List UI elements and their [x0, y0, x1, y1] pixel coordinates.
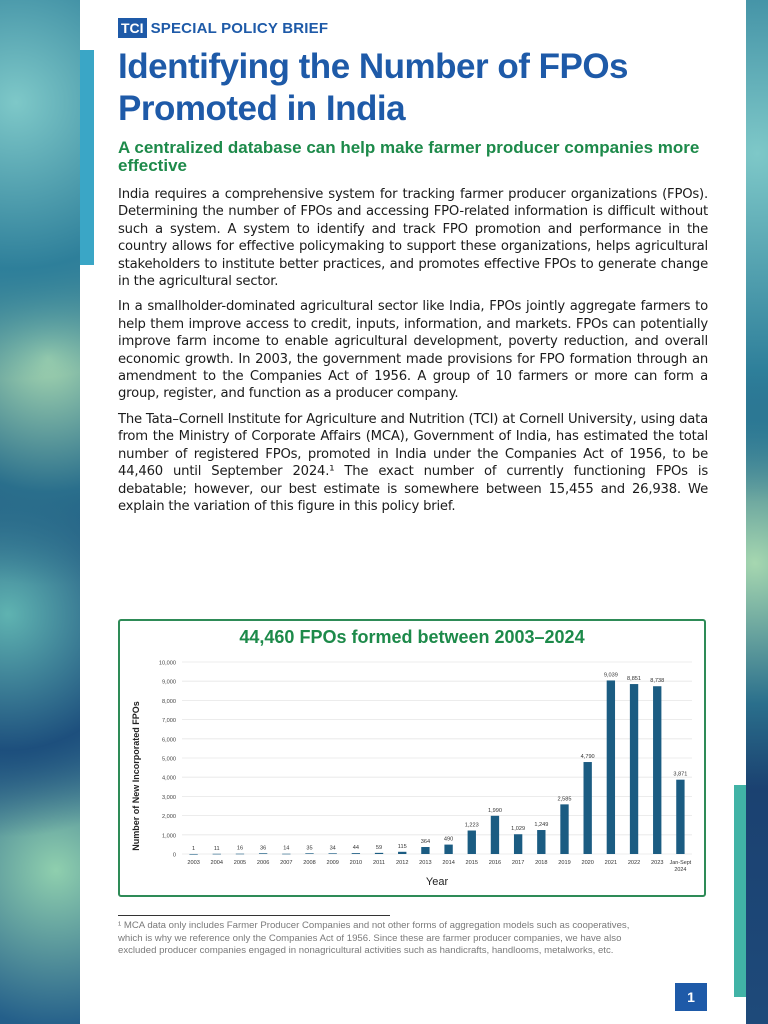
bar [421, 847, 429, 854]
x-tick-label: 2004 [210, 860, 223, 866]
data-label: 8,851 [627, 676, 642, 683]
bar [491, 816, 499, 854]
bar [189, 854, 197, 855]
data-label: 1,249 [534, 822, 549, 829]
x-tick-label: 2019 [558, 860, 571, 866]
x-tick-label: 2017 [511, 860, 525, 866]
data-label: 2,585 [557, 796, 572, 803]
bar [607, 680, 615, 854]
accent-bar-left [80, 50, 94, 265]
y-tick-label: 8,000 [162, 698, 176, 705]
data-label: 9,039 [603, 672, 618, 679]
x-tick-label: 2013 [419, 860, 432, 866]
data-label: 115 [397, 843, 407, 850]
page-subtitle: A centralized database can help make farmer producer companies more effective [118, 138, 700, 175]
y-tick-label: 2,000 [162, 814, 176, 821]
x-tick-label: 2003 [187, 860, 200, 866]
footnote: ¹ MCA data only includes Farmer Producer Companies and not other forms of aggregation models such as cooperatives, which is why we reference only the Companies Act of 1956. Since these are farmer producer companies, we have also excluded producer companies engaged in nonagricultural activities such as handicrafts, handlooms, metalworks, etc. [118, 920, 630, 957]
data-label: 11 [213, 845, 220, 852]
data-label: 1 [192, 845, 196, 852]
x-tick-label: 2014 [442, 860, 455, 866]
bar [630, 684, 638, 854]
bar [584, 762, 592, 854]
data-label: 34 [329, 845, 336, 852]
y-tick-label: 4,000 [162, 775, 176, 782]
data-label: 35 [306, 845, 313, 852]
data-label: 364 [420, 839, 431, 846]
bar [444, 845, 452, 854]
x-tick-label: 2016 [488, 860, 502, 866]
data-label: 3,871 [673, 771, 688, 778]
bar [352, 853, 360, 854]
page-number: 1 [675, 983, 707, 1011]
body-text [118, 186, 708, 523]
paragraph-3: The Tata–Cornell Institute for Agriculture and Nutrition (TCI) at Cornell University, using data from the Ministry of Corporate Affairs (MCA), Government of India, has estimated the total number of registered FPOs, promoted in India under the Companies Act of 1956, to be 44,460 until September 2024.¹ The exact number of currently functioning FPOs is debatable; however, our best estimate is somewhere between 15,455 and 26,938. We explain the variation of this figure in this policy brief. [118, 411, 708, 514]
x-tick-label: 2006 [256, 860, 270, 866]
bar [236, 854, 244, 855]
y-axis-label: Number of New Incorporated FPOs [131, 701, 141, 851]
data-label: 59 [375, 844, 383, 851]
data-label: 36 [260, 845, 267, 852]
x-tick-label: 2012 [396, 860, 409, 866]
data-label: 16 [236, 845, 244, 852]
data-label: 44 [352, 845, 359, 852]
paragraph-1: India requires a comprehensive system for tracking farmer producer organizations (FPOs). Determining the number of FPOs and accessing FPO-related information is difficult without such a system. A system to identify and track FPO promotion and performance in the country allows for effective policymaking to support these organizations, helps agricultural stakeholders to institute better practices, and promotes effective FPOs to generate change in the agricultural sector. [118, 187, 708, 290]
bar [514, 834, 522, 854]
paragraph-2: In a smallholder-dominated agricultural sector like India, FPOs jointly aggregate farmers to help them improve access to credit, inputs, information, and markets. FPOs can potentially improve farm income to enable agricultural development, poverty reduction, and overall economic growth. In 2003, the government made provisions for FPO formation through an amendment to the Companies Act of 1956. A group of 10 farmers or more can form a group, register, and function as a producer company. [118, 299, 708, 402]
x-tick-label: 2022 [627, 860, 641, 866]
accent-bar-right [734, 785, 746, 997]
x-tick-label: 2023 [651, 860, 664, 866]
bar [537, 830, 545, 854]
page-title: Identifying the Number of FPOs Promoted in India [118, 47, 629, 128]
bar [213, 854, 221, 855]
data-label: 490 [443, 836, 454, 843]
x-tick-label: 2009 [326, 860, 339, 866]
y-tick-label: 10,000 [158, 660, 176, 667]
x-tick-label: 2010 [349, 860, 363, 866]
bar [468, 831, 476, 854]
y-tick-label: 3,000 [162, 794, 176, 801]
x-tick-label: 2008 [303, 860, 316, 866]
x-tick-label: 2005 [233, 860, 247, 866]
data-label: 14 [283, 845, 290, 852]
y-tick-label: 6,000 [162, 737, 176, 744]
x-tick-label: Jan-Sept [669, 860, 692, 866]
data-label: 1,223 [464, 822, 479, 829]
header-tag [118, 18, 328, 38]
chart-box [118, 619, 706, 897]
y-tick-label: 9,000 [162, 679, 176, 686]
data-label: 8,738 [650, 678, 665, 685]
chart-title: 44,460 FPOs formed between 2003–2024 [239, 627, 585, 647]
bar [676, 780, 684, 854]
y-tick-label: 0 [172, 852, 176, 859]
brief-label: SPECIAL POLICY BRIEF [150, 19, 329, 37]
y-tick-label: 1,000 [162, 833, 176, 840]
x-tick-label: 2007 [280, 860, 293, 866]
y-tick-label: 5,000 [162, 756, 176, 763]
bar [305, 853, 313, 854]
data-label: 1,029 [511, 826, 526, 833]
data-label: 4,790 [580, 754, 595, 761]
tci-logo: TCI [118, 18, 147, 38]
bar [329, 853, 337, 854]
x-tick-label: 2015 [465, 860, 478, 866]
bar [375, 853, 383, 854]
footnote-divider [118, 915, 390, 916]
decorative-left-band [0, 0, 80, 1024]
bar [259, 853, 267, 854]
decorative-right-band [746, 0, 768, 1024]
x-tick-label: 2018 [535, 860, 548, 866]
bar [560, 804, 568, 854]
y-tick-label: 7,000 [162, 718, 176, 725]
x-tick-label: 2024 [674, 867, 687, 873]
bar [653, 686, 661, 854]
data-label: 1,990 [487, 807, 502, 814]
x-tick-label: 2011 [373, 860, 386, 866]
bar [398, 852, 406, 854]
bar [282, 854, 290, 855]
x-tick-label: 2021 [604, 860, 618, 866]
x-tick-label: 2020 [581, 860, 594, 866]
bar-chart [120, 621, 704, 895]
x-axis-label: Year [425, 876, 449, 888]
